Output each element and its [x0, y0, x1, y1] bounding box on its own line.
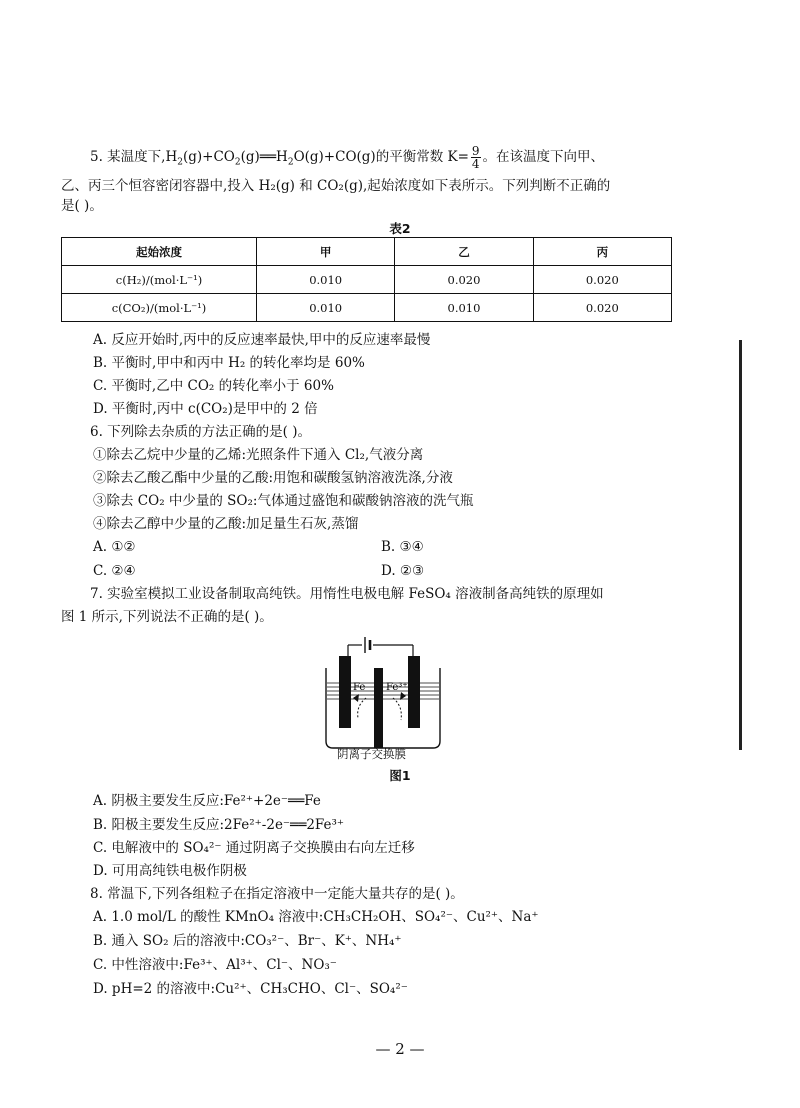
q6-item-4: ④除去乙醇中少量的乙酸:加足量生石灰,蒸馏	[93, 516, 359, 532]
q5-option-b: B. 平衡时,甲中和丙中 H₂ 的转化率均是 60%	[93, 355, 365, 371]
table-header-row	[62, 238, 672, 266]
table-cell: 0.020	[533, 266, 671, 294]
q7-option-b: B. 阳极主要发生反应:2Fe²⁺-2e⁻══2Fe³⁺	[93, 817, 345, 833]
right-electrode	[408, 656, 420, 728]
q6-item-1: ①除去乙烷中少量的乙烯:光照条件下通入 Cl₂,气液分离	[93, 447, 424, 463]
q5-stem-line3: 是( )。	[61, 198, 103, 214]
q5-option-c: C. 平衡时,乙中 CO₂ 的转化率小于 60%	[93, 378, 334, 394]
concentration-table	[61, 237, 672, 322]
table-cell: 0.010	[257, 294, 395, 322]
table-cell: 0.020	[533, 294, 671, 322]
table-header: 乙	[395, 238, 533, 266]
electrolysis-cell-diagram	[318, 628, 458, 758]
label-fe: Fe	[353, 682, 366, 693]
ion-exchange-membrane	[374, 668, 383, 748]
label-fe3: Fe³⁺	[386, 682, 408, 693]
row-label: c(CO₂)/(mol·L⁻¹)	[62, 294, 257, 322]
arrow-curve-left	[358, 698, 366, 718]
q6-option-b: B. ③④	[381, 539, 424, 555]
q6-option-a: A. ①②	[93, 539, 136, 555]
table-row	[62, 294, 672, 322]
q8-option-a: A. 1.0 mol/L 的酸性 KMnO₄ 溶液中:CH₃CH₂OH、SO₄²⁻、Cu²⁺、Na⁺	[93, 909, 539, 925]
row-label: c(H₂)/(mol·L⁻¹)	[62, 266, 257, 294]
q7-stem-line2: 图 1 所示,下列说法不正确的是( )。	[61, 609, 273, 625]
q8-option-b: B. 通入 SO₂ 后的溶液中:CO₃²⁻、Br⁻、K⁺、NH₄⁺	[93, 933, 402, 949]
table-caption: 表2	[389, 221, 411, 236]
figure-caption: 图1	[389, 768, 411, 783]
table-cell: 0.020	[395, 266, 533, 294]
table-cell: 0.010	[395, 294, 533, 322]
k-fraction: $\frac{9}{4}$	[471, 144, 480, 171]
arrow-curve-right	[393, 698, 401, 720]
scan-edge-mark	[739, 340, 742, 750]
membrane-label: 阴离子交换膜	[337, 747, 406, 761]
table-header: 甲	[257, 238, 395, 266]
q5-stem-line1: 5. 某温度下$,H_2(g)+CO_2(g)══H_2O(g)+CO(g)$的平衡常数 K= $\frac{9}{4}$ 。在该温度下向甲、	[90, 144, 605, 171]
page-number: — 2 —	[375, 1040, 425, 1058]
q7-option-d: D. 可用高纯铁电极作阴极	[93, 863, 247, 879]
q8-stem: 8. 常温下,下列各组粒子在指定溶液中一定能大量共存的是( )。	[90, 886, 464, 902]
table-cell: 0.010	[257, 266, 395, 294]
q6-option-d: D. ②③	[381, 563, 425, 579]
q7-option-c: C. 电解液中的 SO₄²⁻ 通过阴离子交换膜由右向左迁移	[93, 840, 415, 856]
q7-stem-line1: 7. 实验室模拟工业设备制取高纯铁。用惰性电极电解 FeSO₄ 溶液制备高纯铁的原理如	[90, 586, 604, 602]
q5-option-d: D. 平衡时,丙中 c(CO₂)是甲中的 2 倍	[93, 401, 318, 417]
q8-option-c: C. 中性溶液中:Fe³⁺、Al³⁺、Cl⁻、NO₃⁻	[93, 957, 337, 973]
q5-option-a: A. 反应开始时,丙中的反应速率最快,甲中的反应速率最慢	[93, 332, 431, 348]
q6-item-2: ②除去乙酸乙酯中少量的乙酸:用饱和碳酸氢钠溶液洗涤,分液	[93, 470, 453, 486]
q8-option-d: D. pH=2 的溶液中:Cu²⁺、CH₃CHO、Cl⁻、SO₄²⁻	[93, 981, 408, 997]
table-header: 起始浓度	[62, 238, 257, 266]
q6-item-3: ③除去 CO₂ 中少量的 SO₂:气体通过盛饱和碳酸钠溶液的洗气瓶	[93, 493, 474, 509]
q6-option-c: C. ②④	[93, 563, 136, 579]
q6-stem: 6. 下列除去杂质的方法正确的是( )。	[90, 424, 311, 440]
q5-stem-line2: 乙、丙三个恒容密闭容器中,投入 H₂(g) 和 CO₂(g),起始浓度如下表所示。下列判断不正确的	[61, 178, 611, 194]
left-electrode	[339, 656, 351, 728]
q7-option-a: A. 阴极主要发生反应:Fe²⁺+2e⁻══Fe	[93, 793, 321, 809]
table-header: 丙	[533, 238, 671, 266]
table-row	[62, 266, 672, 294]
